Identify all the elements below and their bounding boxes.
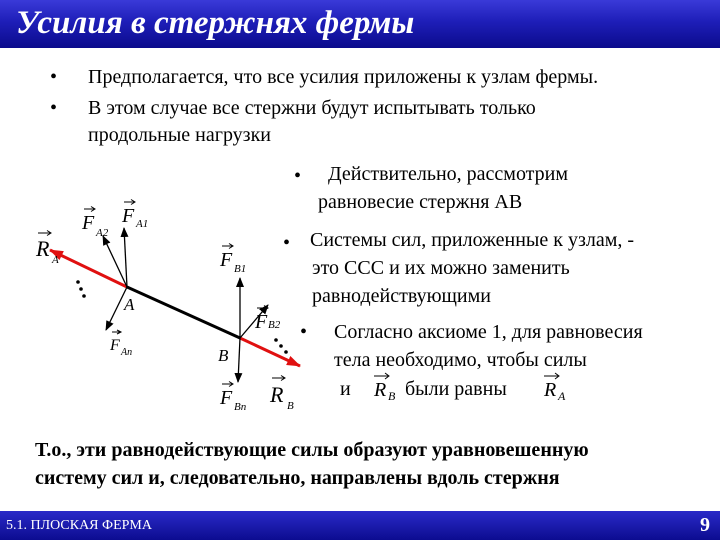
label-FAn-main: F	[110, 337, 120, 354]
label-FA1	[121, 200, 148, 231]
rod-diagram	[0, 190, 320, 420]
vector-RB-inline-sub: B	[388, 389, 396, 403]
label-RA-main: R	[36, 236, 50, 261]
bullet-marker: •	[294, 165, 302, 187]
sub-bullet-3-line-1: Согласно аксиоме 1, для равновесия	[334, 321, 643, 343]
label-FBn-main: F	[220, 387, 233, 409]
ellipsis-dots-A	[76, 280, 86, 298]
summary-line-1: Т.о., эти равнодействующие силы образуют уравновешенную	[35, 439, 589, 461]
bullet-marker: •	[300, 321, 308, 343]
bullet-marker: •	[50, 97, 58, 119]
label-FB2-main: F	[255, 311, 268, 333]
label-RA	[35, 231, 59, 267]
label-FBn-sub: Bn	[234, 401, 247, 413]
sub-bullet-3-line-2: тела необходимо, чтобы силы	[334, 349, 587, 371]
bullet-marker: •	[283, 232, 291, 254]
label-FB1-sub: B1	[234, 263, 247, 275]
label-RB	[269, 376, 294, 413]
vector-RA-inline-sub: A	[558, 389, 566, 403]
vector-RB-inline	[370, 370, 410, 404]
bullet-2-line-2: продольные нагрузки	[88, 124, 271, 146]
sub-bullet-1-line-2: равновесие стержня AB	[318, 191, 523, 213]
rod-AB	[127, 287, 240, 338]
label-FAn	[109, 330, 132, 358]
summary-text	[35, 436, 589, 492]
label-FA2	[81, 207, 109, 240]
equality-middle: были равны	[405, 378, 507, 400]
force-FA2-arrow	[103, 236, 127, 287]
title-bar	[0, 0, 720, 48]
resultant-RA-arrow	[50, 250, 127, 287]
label-FA1-sub: A1	[136, 218, 149, 230]
force-FA1-arrow	[124, 228, 127, 287]
page-number: 9	[700, 514, 710, 536]
label-FAn-sub: An	[121, 347, 133, 358]
label-FA1-main: F	[122, 205, 135, 227]
label-RB-main: R	[270, 382, 284, 407]
node-B-label: B	[218, 346, 229, 365]
bullet-1-text: Предполагается, что все усилия приложены к узлам фермы.	[88, 66, 599, 88]
label-FA2-sub: A2	[96, 227, 109, 239]
vector-RB-inline-main: R	[374, 379, 387, 401]
sub-bullet-2-line-3: равнодействующими	[312, 285, 491, 307]
label-RB-sub: B	[287, 400, 294, 412]
bullet-2-line-1: В этом случае все стержни будут испытывать только	[88, 97, 536, 119]
label-FB1	[219, 244, 246, 276]
bullet-marker: •	[50, 66, 58, 88]
summary-line-2: систему сил и, следовательно, направлены вдоль стержня	[35, 467, 560, 489]
equality-prefix: и	[340, 378, 351, 400]
label-FBn	[219, 382, 247, 414]
label-FB2-sub: B2	[268, 319, 281, 331]
slide-title: Усилия в стержнях фермы	[16, 5, 415, 41]
label-FB1-main: F	[220, 249, 233, 271]
ellipsis-dots-B	[274, 338, 288, 354]
vector-RA-inline-main: R	[544, 379, 557, 401]
footer-section: 5.1. ПЛОСКАЯ ФЕРМА	[6, 518, 152, 533]
label-RA-sub: A	[52, 254, 59, 266]
footer-bar	[0, 511, 720, 540]
vector-RA-inline	[540, 370, 580, 404]
sub-bullet-2-line-2: это ССС и их можно заменить	[312, 257, 570, 279]
sub-bullet-1-line-1: Действительно, рассмотрим	[328, 163, 569, 185]
resultant-RB-arrow	[240, 338, 300, 366]
label-FA2-main: F	[82, 212, 95, 234]
force-FBn-arrow	[238, 338, 240, 382]
label-FB2	[254, 306, 281, 334]
sub-bullet-2-line-1: Системы сил, приложенные к узлам, -	[310, 229, 635, 251]
node-A-label: A	[124, 295, 135, 314]
